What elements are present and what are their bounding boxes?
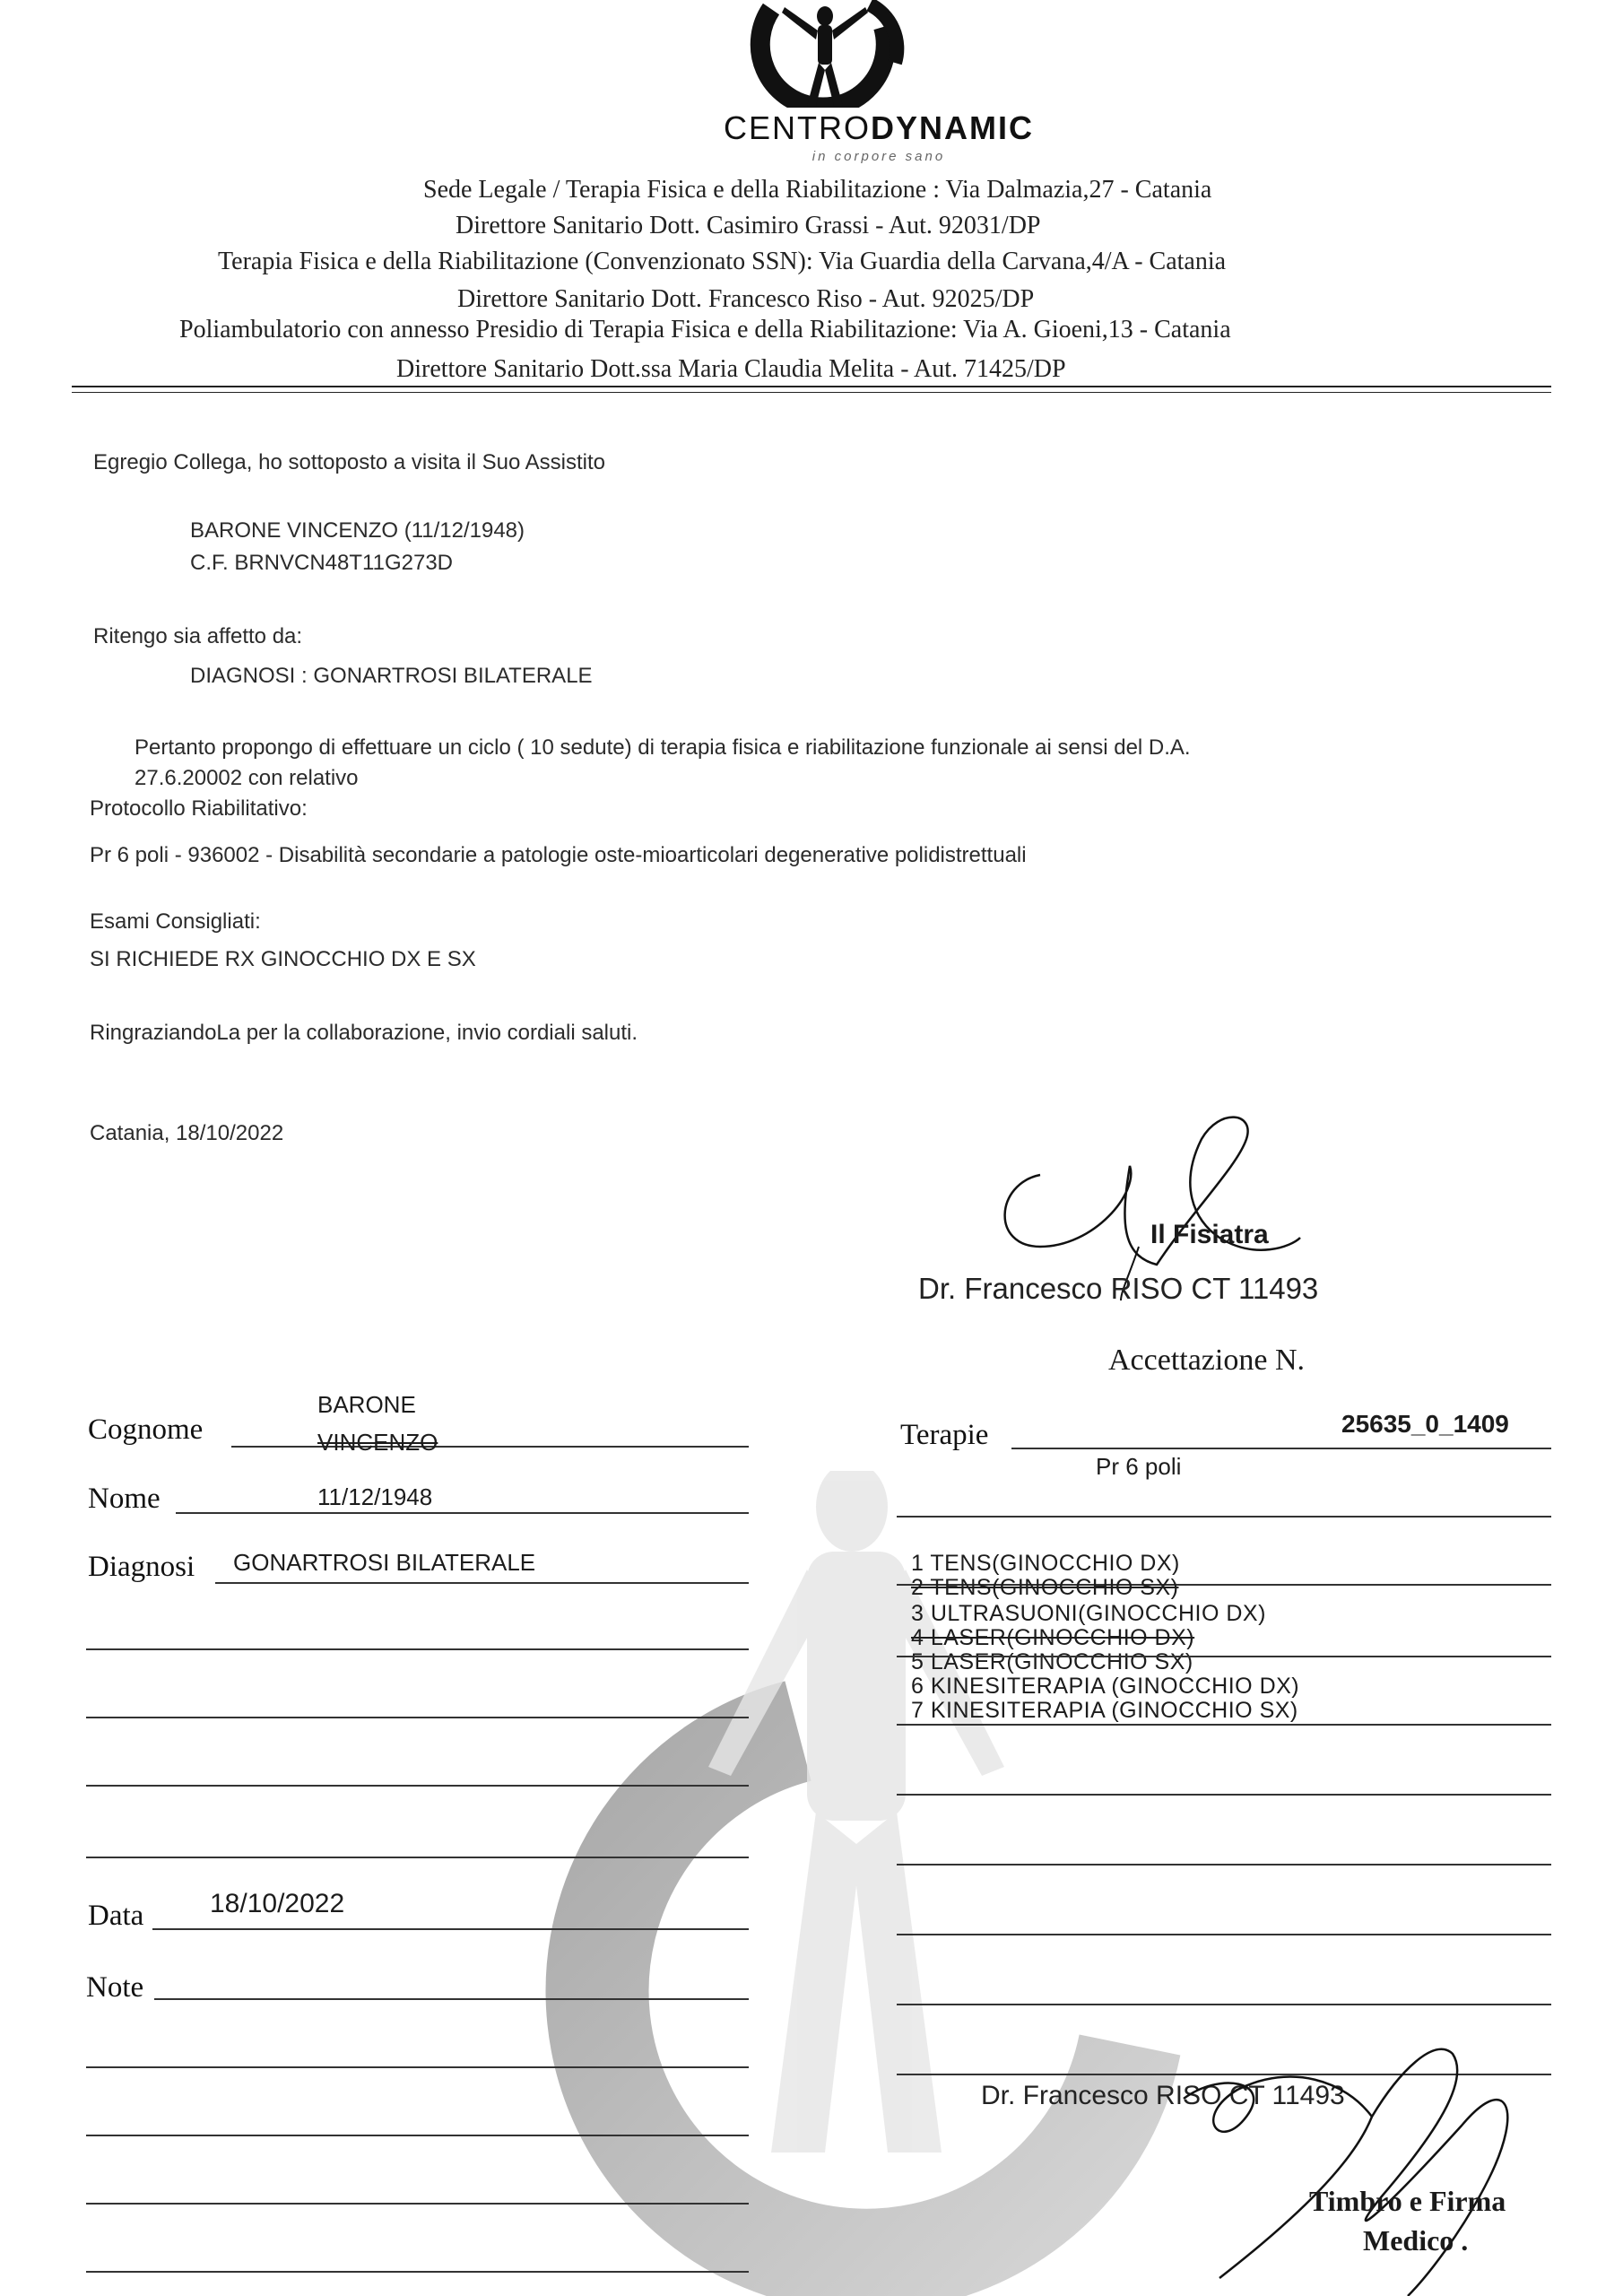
physiatrist-role: Il Fisiatra bbox=[1150, 1220, 1269, 1249]
centrodynamic-logo-icon bbox=[735, 0, 915, 108]
protocol-value: Pr 6 poli - 936002 - Disabilità secondarie a patologie oste-mioarticolari degenerative polidistrettuali bbox=[90, 843, 1027, 867]
cognome-struck-value: VINCENZO bbox=[317, 1429, 438, 1456]
form-blank-line bbox=[897, 1934, 1551, 1935]
header-line-2: Direttore Sanitario Dott. Casimiro Grassi - Aut. 92031/DP bbox=[456, 212, 1041, 239]
doctor-stamp: Dr. Francesco RISO CT 11493 bbox=[981, 2081, 1345, 2110]
form-blank-line bbox=[897, 1864, 1551, 1866]
physiatrist-doctor: Dr. Francesco RISO CT 11493 bbox=[918, 1272, 1319, 1305]
header-rule-bottom bbox=[72, 392, 1551, 393]
diagnosi-label: Diagnosi bbox=[88, 1551, 195, 1583]
nome-value: 11/12/1948 bbox=[317, 1483, 433, 1510]
header-line-3: Terapia Fisica e della Riabilitazione (Convenzionato SSN): Via Guardia della Carvana,4/A - Catania bbox=[218, 248, 1227, 275]
diagnosi-line bbox=[215, 1582, 749, 1584]
letter-diagnosis: DIAGNOSI : GONARTROSI BILATERALE bbox=[190, 664, 593, 688]
letter-thanks: RingraziandoLa per la collaborazione, invio cordiali saluti. bbox=[90, 1021, 638, 1045]
form-blank-line bbox=[86, 1857, 749, 1858]
header-line-4: Direttore Sanitario Dott. Francesco Riso - Aut. 92025/DP bbox=[457, 285, 1035, 313]
note-label: Note bbox=[86, 1971, 144, 2004]
letter-ritengo: Ritengo sia affetto da: bbox=[93, 624, 303, 648]
therapy-item: 3 ULTRASUONI(GINOCCHIO DX) bbox=[911, 1601, 1266, 1626]
header-rule-top bbox=[72, 386, 1551, 387]
data-line bbox=[152, 1928, 749, 1930]
timbro-label: Timbro e Firma bbox=[1309, 2185, 1506, 2217]
header-line-6: Direttore Sanitario Dott.ssa Maria Claudia Melita - Aut. 71425/DP bbox=[396, 355, 1066, 383]
therapy-item: 4 LASER(GINOCCHIO DX) bbox=[911, 1625, 1195, 1650]
cognome-line bbox=[231, 1446, 749, 1448]
terapie-protocol: Pr 6 poli bbox=[1096, 1453, 1182, 1480]
therapy-item: 7 KINESITERAPIA (GINOCCHIO SX) bbox=[911, 1698, 1298, 1723]
form-blank-line bbox=[86, 2066, 749, 2068]
header-line-5: Poliambulatorio con annesso Presidio di Terapia Fisica e della Riabilitazione: Via A. Gioeni,13 - Catania bbox=[179, 316, 1231, 344]
brand-tagline: in corpore sano bbox=[812, 149, 946, 164]
terapie-line bbox=[1011, 1448, 1551, 1449]
acceptance-label: Accettazione N. bbox=[1108, 1344, 1305, 1377]
form-blank-line bbox=[86, 1717, 749, 1718]
exams-value: SI RICHIEDE RX GINOCCHIO DX E SX bbox=[90, 947, 476, 971]
therapy-item: 5 LASER(GINOCCHIO SX) bbox=[911, 1649, 1193, 1674]
diagnosi-value: GONARTROSI BILATERALE bbox=[233, 1549, 536, 1576]
form-blank-line bbox=[86, 1648, 749, 1650]
letter-place-date: Catania, 18/10/2022 bbox=[90, 1121, 284, 1145]
patient-name: BARONE VINCENZO (11/12/1948) bbox=[190, 518, 525, 543]
note-line bbox=[154, 1998, 749, 2000]
form-blank-line bbox=[897, 1724, 1551, 1726]
nome-line bbox=[176, 1512, 749, 1514]
doctor-signature-icon bbox=[1166, 2018, 1542, 2296]
data-value: 18/10/2022 bbox=[210, 1889, 345, 1918]
terapie-label: Terapie bbox=[900, 1419, 989, 1451]
brand-name: CENTRODYNAMIC bbox=[724, 109, 1034, 146]
form-blank-line bbox=[897, 1656, 1551, 1657]
nome-label: Nome bbox=[88, 1483, 161, 1515]
form-blank-line bbox=[86, 2203, 749, 2205]
therapy-item: 1 TENS(GINOCCHIO DX) bbox=[911, 1551, 1180, 1576]
form-blank-line bbox=[897, 2004, 1551, 2005]
form-blank-line bbox=[86, 2135, 749, 2136]
cognome-label: Cognome bbox=[88, 1413, 204, 1446]
therapy-item: 6 KINESITERAPIA (GINOCCHIO DX) bbox=[911, 1674, 1300, 1699]
data-label: Data bbox=[88, 1900, 144, 1932]
cognome-value: BARONE bbox=[317, 1391, 416, 1418]
letter-proposal-line-1: Pertanto propongo di effettuare un ciclo ( 10 sedute) di terapia fisica e riabilitazione funzionale ai sensi del D.A. bbox=[135, 735, 1191, 760]
terapie-code: 25635_0_1409 bbox=[1341, 1410, 1509, 1438]
form-blank-line bbox=[86, 1785, 749, 1787]
exams-label: Esami Consigliati: bbox=[90, 909, 261, 934]
therapy-item: 2 TENS(GINOCCHIO SX) bbox=[911, 1575, 1179, 1600]
form-blank-line bbox=[897, 1516, 1551, 1518]
letter-greeting: Egregio Collega, ho sottoposto a visita il Suo Assistito bbox=[93, 450, 605, 474]
letter-proposal-line-2: 27.6.20002 con relativo bbox=[135, 766, 359, 790]
protocol-label: Protocollo Riabilitativo: bbox=[90, 796, 308, 821]
form-blank-line bbox=[86, 2271, 749, 2273]
medico-label: Medico . bbox=[1363, 2224, 1469, 2257]
patient-fiscal-code: C.F. BRNVCN48T11G273D bbox=[190, 551, 453, 575]
form-blank-line bbox=[897, 1794, 1551, 1796]
header-line-1: Sede Legale / Terapia Fisica e della Riabilitazione : Via Dalmazia,27 - Catania bbox=[423, 176, 1212, 204]
